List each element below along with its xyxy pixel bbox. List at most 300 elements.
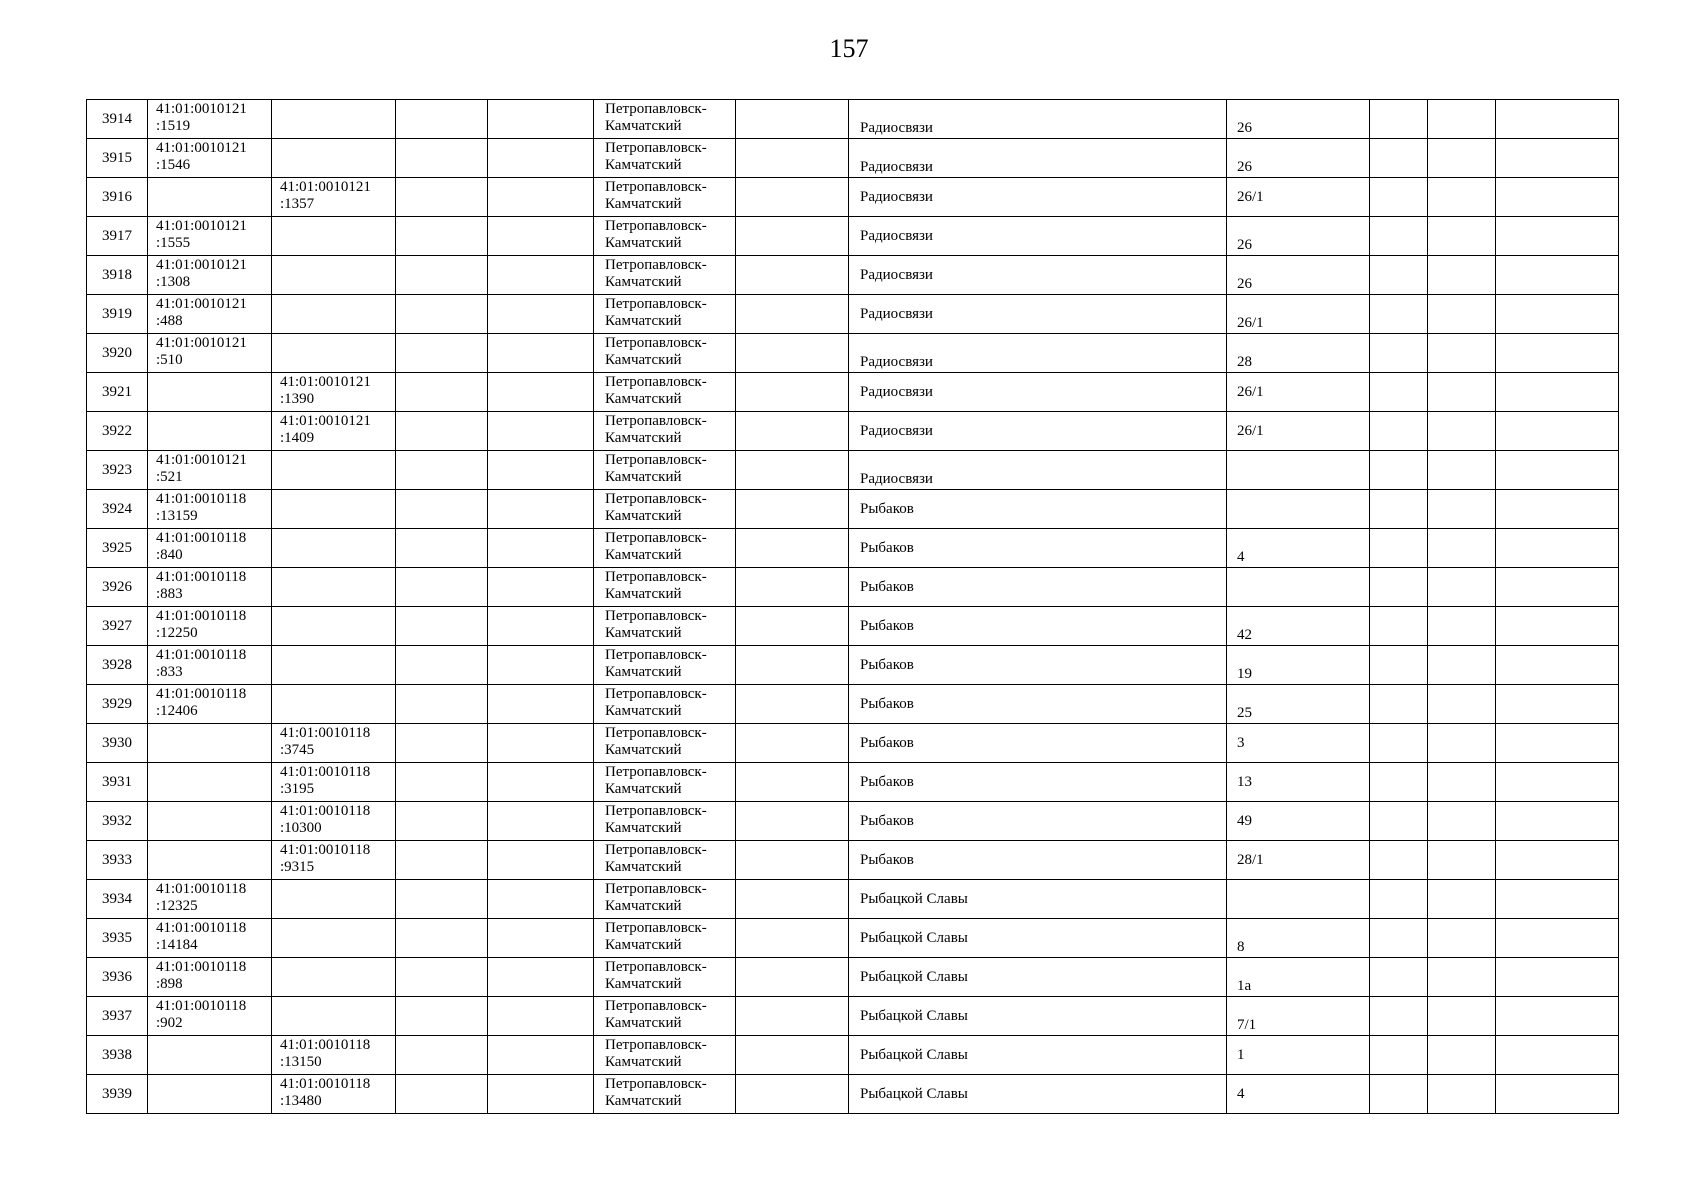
- empty-cell: [1370, 958, 1428, 997]
- empty-cell: [488, 958, 594, 997]
- city-cell: [594, 100, 736, 139]
- cadastral-building-cell: [272, 841, 396, 880]
- empty-cell: [396, 1075, 488, 1114]
- row-number: 3938: [102, 1046, 132, 1063]
- city-line2: Камчатский: [605, 898, 682, 914]
- cadastral-number-line1: 41:01:0010118: [156, 530, 247, 546]
- empty-cell: [736, 997, 849, 1036]
- row-number: 3929: [102, 695, 132, 712]
- empty-cell: [1370, 1075, 1428, 1114]
- street-name: Радиосвязи: [860, 471, 933, 487]
- house-number-cell: [1227, 490, 1370, 529]
- empty-cell: [488, 100, 594, 139]
- city-cell: [594, 958, 736, 997]
- street-cell: [849, 529, 1227, 568]
- empty-cell: [488, 685, 594, 724]
- house-number: 26/1: [1237, 383, 1264, 400]
- house-number-cell: [1227, 256, 1370, 295]
- house-number: 26/1: [1237, 422, 1264, 439]
- cadastral-building-cell: [272, 490, 396, 529]
- empty-cell: [736, 958, 849, 997]
- table-row: [87, 412, 1619, 451]
- city-cell: [594, 841, 736, 880]
- cadastral-number-line1: 41:01:0010121: [280, 413, 371, 429]
- city-line1: Петропавловск-: [605, 413, 707, 429]
- house-number: 3: [1237, 734, 1245, 751]
- empty-cell: [736, 880, 849, 919]
- street-cell: [849, 451, 1227, 490]
- house-number-cell: [1227, 178, 1370, 217]
- empty-cell: [736, 841, 849, 880]
- cadastral-number-line1: 41:01:0010118: [280, 764, 371, 780]
- street-name: Радиосвязи: [860, 120, 933, 136]
- empty-cell: [1496, 919, 1619, 958]
- cadastral-land-cell: [148, 724, 272, 763]
- empty-cell: [736, 646, 849, 685]
- cadastral-number-line2: :898: [156, 976, 183, 992]
- row-number-cell: [87, 802, 148, 841]
- cadastral-land-cell: [148, 373, 272, 412]
- empty-cell: [1428, 997, 1496, 1036]
- table-row: [87, 997, 1619, 1036]
- city-line2: Камчатский: [605, 157, 682, 173]
- table-row: [87, 685, 1619, 724]
- house-number-cell: [1227, 997, 1370, 1036]
- row-number: 3933: [102, 851, 132, 868]
- city-line1: Петропавловск-: [605, 569, 707, 585]
- empty-cell: [396, 451, 488, 490]
- city-line1: Петропавловск-: [605, 686, 707, 702]
- cadastral-land-cell: [148, 529, 272, 568]
- house-number: 26: [1237, 276, 1252, 292]
- cadastral-number-line1: 41:01:0010118: [156, 647, 247, 663]
- city-cell: [594, 178, 736, 217]
- cadastral-number-line1: 41:01:0010118: [156, 881, 247, 897]
- empty-cell: [736, 178, 849, 217]
- empty-cell: [396, 178, 488, 217]
- city-line2: Камчатский: [605, 235, 682, 251]
- cadastral-land-cell: [148, 568, 272, 607]
- cadastral-land-cell: [148, 1075, 272, 1114]
- cadastral-number-line1: 41:01:0010121: [156, 335, 247, 351]
- cadastral-land-cell: [148, 958, 272, 997]
- city-line1: Петропавловск-: [605, 218, 707, 234]
- street-cell: [849, 295, 1227, 334]
- street-cell: [849, 724, 1227, 763]
- table-row: [87, 919, 1619, 958]
- city-line2: Камчатский: [605, 391, 682, 407]
- cadastral-number-line1: 41:01:0010118: [156, 959, 247, 975]
- cadastral-number-line1: 41:01:0010118: [280, 803, 371, 819]
- street-name: Рыбацкой Славы: [860, 968, 968, 985]
- cadastral-number-line2: :1519: [156, 118, 191, 134]
- cadastral-building-cell: [272, 178, 396, 217]
- city-line2: Камчатский: [605, 118, 682, 134]
- cadastral-number-line2: :1390: [280, 391, 315, 407]
- street-cell: [849, 880, 1227, 919]
- table-row: [87, 295, 1619, 334]
- city-line1: Петропавловск-: [605, 998, 707, 1014]
- city-cell: [594, 880, 736, 919]
- house-number-cell: [1227, 802, 1370, 841]
- cadastral-land-cell: [148, 412, 272, 451]
- city-line2: Камчатский: [605, 508, 682, 524]
- empty-cell: [396, 256, 488, 295]
- city-line1: Петропавловск-: [605, 335, 707, 351]
- street-name: Рыбаков: [860, 734, 914, 751]
- house-number: 26: [1237, 120, 1252, 136]
- empty-cell: [1496, 295, 1619, 334]
- cadastral-number-line2: :488: [156, 313, 183, 329]
- house-number: 13: [1237, 773, 1252, 790]
- empty-cell: [1370, 100, 1428, 139]
- city-line1: Петропавловск-: [605, 179, 707, 195]
- table-row: [87, 1075, 1619, 1114]
- city-line1: Петропавловск-: [605, 257, 707, 273]
- cadastral-building-cell: [272, 880, 396, 919]
- house-number-cell: [1227, 1036, 1370, 1075]
- house-number: 19: [1237, 666, 1252, 682]
- city-line2: Камчатский: [605, 430, 682, 446]
- table-row: [87, 100, 1619, 139]
- empty-cell: [736, 100, 849, 139]
- street-cell: [849, 802, 1227, 841]
- street-cell: [849, 217, 1227, 256]
- city-line1: Петропавловск-: [605, 101, 707, 117]
- empty-cell: [1370, 607, 1428, 646]
- cadastral-building-cell: [272, 1036, 396, 1075]
- house-number: 28: [1237, 354, 1252, 370]
- empty-cell: [488, 841, 594, 880]
- empty-cell: [1428, 295, 1496, 334]
- street-name: Радиосвязи: [860, 422, 933, 439]
- row-number: 3924: [102, 500, 132, 517]
- cadastral-number-line2: :3745: [280, 742, 315, 758]
- city-line2: Камчатский: [605, 352, 682, 368]
- cadastral-number-line2: :1409: [280, 430, 315, 446]
- table-row: [87, 451, 1619, 490]
- street-name: Радиосвязи: [860, 305, 933, 322]
- city-line1: Петропавловск-: [605, 374, 707, 390]
- city-cell: [594, 412, 736, 451]
- city-line1: Петропавловск-: [605, 881, 707, 897]
- row-number: 3926: [102, 578, 132, 595]
- house-number-cell: [1227, 1075, 1370, 1114]
- cadastral-land-cell: [148, 139, 272, 178]
- house-number-cell: [1227, 412, 1370, 451]
- empty-cell: [1370, 724, 1428, 763]
- table-row: [87, 217, 1619, 256]
- house-number: 26/1: [1237, 188, 1264, 205]
- empty-cell: [1496, 373, 1619, 412]
- city-line1: Петропавловск-: [605, 1076, 707, 1092]
- empty-cell: [488, 412, 594, 451]
- cadastral-building-cell: [272, 412, 396, 451]
- city-line2: Камчатский: [605, 781, 682, 797]
- empty-cell: [1428, 490, 1496, 529]
- cadastral-land-cell: [148, 841, 272, 880]
- empty-cell: [1428, 919, 1496, 958]
- row-number-cell: [87, 997, 148, 1036]
- row-number: 3935: [102, 929, 132, 946]
- empty-cell: [396, 724, 488, 763]
- empty-cell: [488, 1075, 594, 1114]
- house-number: 1а: [1237, 978, 1252, 994]
- empty-cell: [1496, 724, 1619, 763]
- row-number: 3923: [102, 461, 132, 478]
- house-number: 26/1: [1237, 315, 1264, 331]
- city-cell: [594, 217, 736, 256]
- empty-cell: [736, 568, 849, 607]
- empty-cell: [1370, 256, 1428, 295]
- empty-cell: [1428, 139, 1496, 178]
- row-number-cell: [87, 178, 148, 217]
- empty-cell: [396, 217, 488, 256]
- empty-cell: [1496, 217, 1619, 256]
- empty-cell: [736, 685, 849, 724]
- cadastral-land-cell: [148, 1036, 272, 1075]
- empty-cell: [1496, 256, 1619, 295]
- house-number-cell: [1227, 529, 1370, 568]
- cadastral-number-line1: 41:01:0010118: [156, 920, 247, 936]
- empty-cell: [1370, 178, 1428, 217]
- cadastral-number-line1: 41:01:0010118: [156, 491, 247, 507]
- empty-cell: [488, 373, 594, 412]
- table-row: [87, 841, 1619, 880]
- empty-cell: [736, 451, 849, 490]
- row-number: 3917: [102, 227, 132, 244]
- row-number-cell: [87, 373, 148, 412]
- row-number-cell: [87, 607, 148, 646]
- city-cell: [594, 1036, 736, 1075]
- empty-cell: [396, 1036, 488, 1075]
- street-cell: [849, 958, 1227, 997]
- city-cell: [594, 724, 736, 763]
- empty-cell: [1370, 490, 1428, 529]
- city-line1: Петропавловск-: [605, 725, 707, 741]
- street-cell: [849, 919, 1227, 958]
- empty-cell: [1496, 529, 1619, 568]
- cadastral-number-line1: 41:01:0010118: [280, 725, 371, 741]
- cadastral-number-line1: 41:01:0010118: [156, 569, 247, 585]
- table-row: [87, 607, 1619, 646]
- empty-cell: [488, 256, 594, 295]
- empty-cell: [1370, 217, 1428, 256]
- street-name: Рыбацкой Славы: [860, 1007, 968, 1024]
- city-cell: [594, 685, 736, 724]
- cadastral-land-cell: [148, 919, 272, 958]
- house-number: 26: [1237, 159, 1252, 175]
- city-line1: Петропавловск-: [605, 608, 707, 624]
- cadastral-number-line2: :510: [156, 352, 183, 368]
- cadastral-building-cell: [272, 607, 396, 646]
- cadastral-number-line2: :14184: [156, 937, 198, 953]
- empty-cell: [1370, 685, 1428, 724]
- row-number-cell: [87, 568, 148, 607]
- house-number: 28/1: [1237, 851, 1264, 868]
- street-cell: [849, 139, 1227, 178]
- empty-cell: [736, 217, 849, 256]
- empty-cell: [396, 568, 488, 607]
- street-cell: [849, 685, 1227, 724]
- cadastral-land-cell: [148, 802, 272, 841]
- city-cell: [594, 490, 736, 529]
- cadastral-number-line2: :13150: [280, 1054, 322, 1070]
- street-cell: [849, 490, 1227, 529]
- row-number: 3919: [102, 305, 132, 322]
- city-line1: Петропавловск-: [605, 1037, 707, 1053]
- cadastral-number-line2: :12250: [156, 625, 198, 641]
- empty-cell: [488, 529, 594, 568]
- street-name: Рыбаков: [860, 539, 914, 556]
- empty-cell: [1370, 373, 1428, 412]
- city-cell: [594, 1075, 736, 1114]
- empty-cell: [396, 295, 488, 334]
- empty-cell: [1496, 178, 1619, 217]
- street-cell: [849, 646, 1227, 685]
- cadastral-building-cell: [272, 646, 396, 685]
- house-number-cell: [1227, 568, 1370, 607]
- empty-cell: [1428, 724, 1496, 763]
- empty-cell: [1496, 880, 1619, 919]
- cadastral-number-line2: :902: [156, 1015, 183, 1031]
- empty-cell: [1428, 802, 1496, 841]
- house-number-cell: [1227, 373, 1370, 412]
- street-cell: [849, 1036, 1227, 1075]
- empty-cell: [488, 763, 594, 802]
- house-number-cell: [1227, 139, 1370, 178]
- empty-cell: [1428, 763, 1496, 802]
- cadastral-building-cell: [272, 958, 396, 997]
- city-line1: Петропавловск-: [605, 803, 707, 819]
- empty-cell: [488, 646, 594, 685]
- empty-cell: [488, 607, 594, 646]
- cadastral-number-line1: 41:01:0010118: [280, 842, 371, 858]
- house-number: 49: [1237, 812, 1252, 829]
- street-name: Радиосвязи: [860, 383, 933, 400]
- cadastral-land-cell: [148, 997, 272, 1036]
- cadastral-number-line2: :1308: [156, 274, 191, 290]
- cadastral-building-cell: [272, 919, 396, 958]
- cadastral-number-line2: :10300: [280, 820, 322, 836]
- street-name: Рыбацкой Славы: [860, 1046, 968, 1063]
- city-line1: Петропавловск-: [605, 842, 707, 858]
- empty-cell: [1370, 295, 1428, 334]
- empty-cell: [1370, 997, 1428, 1036]
- city-cell: [594, 256, 736, 295]
- empty-cell: [1496, 568, 1619, 607]
- row-number: 3931: [102, 773, 132, 790]
- cadastral-number-line2: :840: [156, 547, 183, 563]
- city-line1: Петропавловск-: [605, 920, 707, 936]
- table-body: [87, 100, 1619, 1114]
- empty-cell: [736, 724, 849, 763]
- street-cell: [849, 373, 1227, 412]
- cadastral-number-line1: 41:01:0010118: [280, 1037, 371, 1053]
- empty-cell: [736, 919, 849, 958]
- empty-cell: [488, 997, 594, 1036]
- cadastral-land-cell: [148, 334, 272, 373]
- empty-cell: [396, 763, 488, 802]
- empty-cell: [396, 880, 488, 919]
- city-line2: Камчатский: [605, 274, 682, 290]
- table-row: [87, 958, 1619, 997]
- house-number-cell: [1227, 880, 1370, 919]
- city-cell: [594, 646, 736, 685]
- city-cell: [594, 451, 736, 490]
- city-line1: Петропавловск-: [605, 764, 707, 780]
- row-number-cell: [87, 139, 148, 178]
- cadastral-land-cell: [148, 490, 272, 529]
- table-row: [87, 139, 1619, 178]
- cadastral-building-cell: [272, 451, 396, 490]
- empty-cell: [1370, 919, 1428, 958]
- house-number: 26: [1237, 237, 1252, 253]
- empty-cell: [736, 256, 849, 295]
- empty-cell: [1428, 100, 1496, 139]
- house-number: 4: [1237, 1085, 1245, 1102]
- cadastral-number-line2: :12406: [156, 703, 198, 719]
- empty-cell: [736, 1075, 849, 1114]
- empty-cell: [396, 529, 488, 568]
- empty-cell: [488, 451, 594, 490]
- cadastral-number-line2: :1546: [156, 157, 191, 173]
- empty-cell: [1428, 646, 1496, 685]
- city-line2: Камчатский: [605, 859, 682, 875]
- street-name: Рыбаков: [860, 773, 914, 790]
- house-number-cell: [1227, 451, 1370, 490]
- cadastral-building-cell: [272, 100, 396, 139]
- cadastral-land-cell: [148, 178, 272, 217]
- empty-cell: [1370, 841, 1428, 880]
- city-line2: Камчатский: [605, 742, 682, 758]
- empty-cell: [1370, 646, 1428, 685]
- cadastral-land-cell: [148, 295, 272, 334]
- table-row: [87, 724, 1619, 763]
- empty-cell: [736, 802, 849, 841]
- row-number: 3937: [102, 1007, 132, 1024]
- empty-cell: [488, 217, 594, 256]
- empty-cell: [1428, 607, 1496, 646]
- cadastral-building-cell: [272, 568, 396, 607]
- cadastral-number-line2: :883: [156, 586, 183, 602]
- house-number-cell: [1227, 646, 1370, 685]
- empty-cell: [1370, 334, 1428, 373]
- cadastral-number-line2: :833: [156, 664, 183, 680]
- empty-cell: [1370, 529, 1428, 568]
- empty-cell: [396, 919, 488, 958]
- empty-cell: [736, 1036, 849, 1075]
- empty-cell: [1428, 412, 1496, 451]
- empty-cell: [1496, 958, 1619, 997]
- empty-cell: [1496, 451, 1619, 490]
- empty-cell: [1370, 451, 1428, 490]
- city-line1: Петропавловск-: [605, 452, 707, 468]
- row-number: 3928: [102, 656, 132, 673]
- empty-cell: [1370, 568, 1428, 607]
- table-row: [87, 646, 1619, 685]
- row-number-cell: [87, 1075, 148, 1114]
- empty-cell: [1428, 841, 1496, 880]
- city-line2: Камчатский: [605, 469, 682, 485]
- city-cell: [594, 802, 736, 841]
- cadastral-building-cell: [272, 334, 396, 373]
- cadastral-building-cell: [272, 529, 396, 568]
- cadastral-number-line1: 41:01:0010118: [156, 998, 247, 1014]
- row-number: 3934: [102, 890, 132, 907]
- table-row: [87, 802, 1619, 841]
- page-number: 157: [829, 34, 869, 63]
